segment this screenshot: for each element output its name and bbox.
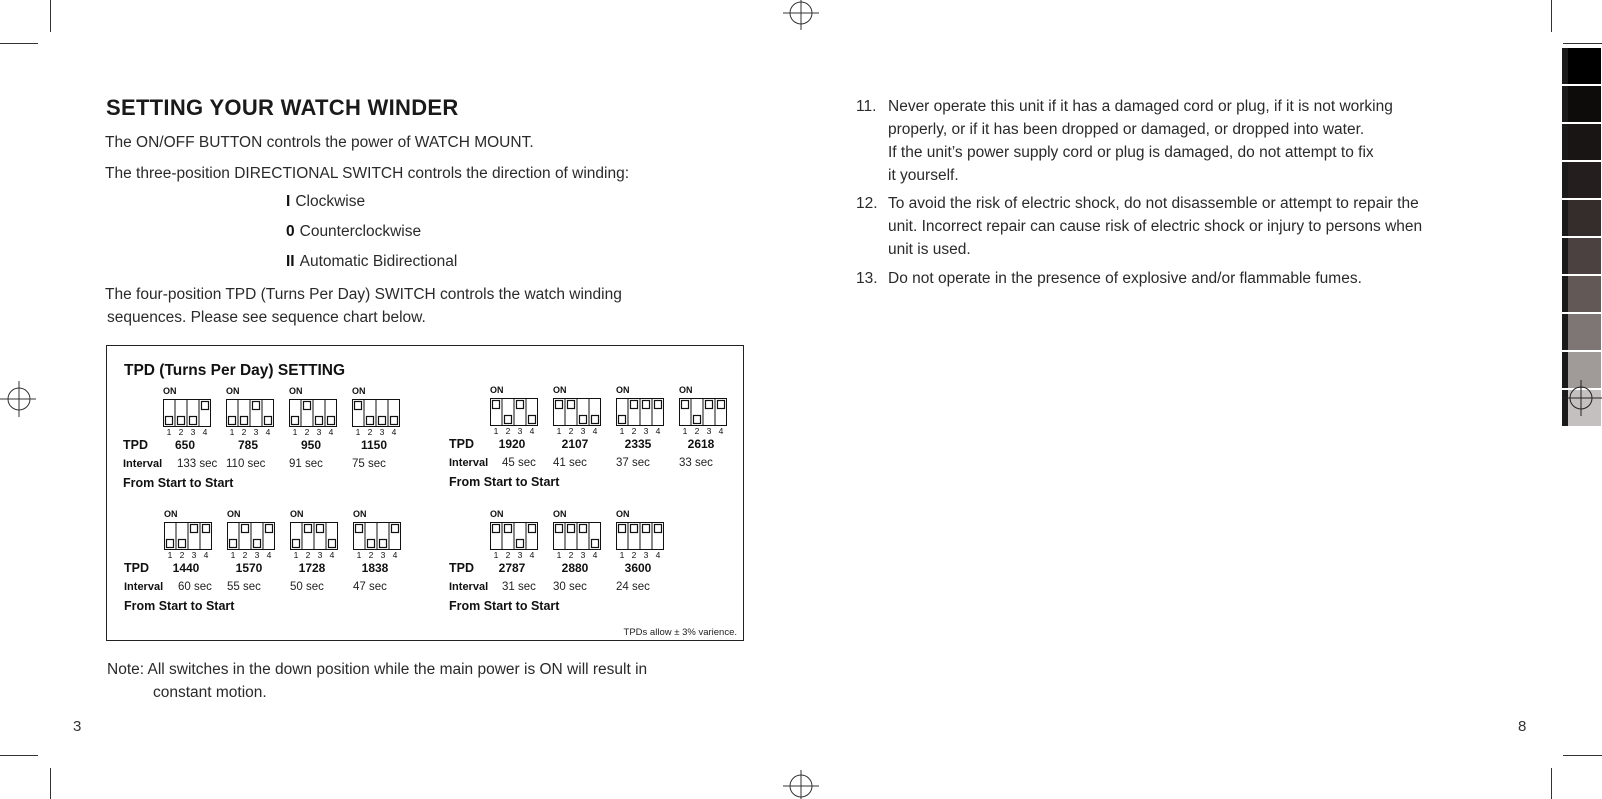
switch-knob bbox=[655, 525, 662, 533]
list-item bbox=[856, 267, 1496, 290]
switch-digit: 3 bbox=[253, 427, 259, 437]
interval-value: 45 sec bbox=[502, 457, 536, 469]
dip-switch-icon bbox=[490, 522, 538, 550]
color-swatch bbox=[1562, 48, 1601, 84]
switch-knob bbox=[391, 417, 398, 425]
paragraph: The three-position DIRECTIONAL SWITCH controls the direction of winding: bbox=[105, 165, 630, 182]
tpd-value: 1838 bbox=[361, 561, 389, 575]
switch-digit: 1 bbox=[166, 427, 172, 437]
switch-digits bbox=[553, 426, 601, 436]
switch-digit: 1 bbox=[556, 426, 562, 436]
color-swatch bbox=[1562, 200, 1601, 236]
switch-knob bbox=[568, 525, 575, 533]
note: constant motion. bbox=[153, 684, 267, 701]
switch-knob bbox=[706, 401, 713, 409]
switch-digit: 4 bbox=[265, 427, 271, 437]
switch-knob bbox=[505, 416, 512, 424]
switch-knob bbox=[265, 417, 272, 425]
interval-value: 55 sec bbox=[227, 581, 261, 593]
switch-digits bbox=[227, 550, 275, 560]
switch-digit: 2 bbox=[179, 550, 185, 560]
switch-knob bbox=[580, 525, 587, 533]
on-label: ON bbox=[163, 386, 177, 396]
paragraph: The four-position TPD (Turns Per Day) SWITCH controls the watch winding bbox=[105, 286, 622, 303]
switch-digits bbox=[352, 427, 400, 437]
switch-knob bbox=[329, 540, 336, 548]
on-label: ON bbox=[353, 509, 367, 519]
switch-digit: 3 bbox=[316, 427, 322, 437]
switch-digit: 3 bbox=[643, 550, 649, 560]
switch-digits bbox=[290, 550, 338, 560]
switch-digit: 1 bbox=[619, 550, 625, 560]
switch-knob bbox=[619, 416, 626, 424]
tpd-label: TPD bbox=[123, 438, 148, 452]
switch-digit: 2 bbox=[694, 426, 700, 436]
tpd-value: 3600 bbox=[624, 561, 652, 575]
switch-knob bbox=[517, 401, 524, 409]
dip-switch-icon bbox=[227, 522, 275, 550]
color-swatch bbox=[1562, 238, 1601, 274]
switch-digit: 4 bbox=[718, 426, 724, 436]
dip-switch-icon bbox=[164, 522, 212, 550]
switch-knob bbox=[367, 417, 374, 425]
switch-knob bbox=[166, 417, 173, 425]
dip-switch-icon bbox=[352, 399, 400, 427]
color-swatch bbox=[1562, 86, 1601, 122]
switch-knob bbox=[392, 525, 399, 533]
switch-digit: 4 bbox=[203, 550, 209, 560]
switch-digit: 4 bbox=[202, 427, 208, 437]
switch-knob bbox=[580, 416, 587, 424]
switch-digit: 1 bbox=[493, 550, 499, 560]
page-number: 3 bbox=[73, 718, 82, 735]
switch-digit: 4 bbox=[391, 427, 397, 437]
direction-option bbox=[286, 253, 457, 271]
switch-digit: 3 bbox=[643, 426, 649, 436]
switch-knob bbox=[380, 540, 387, 548]
switch-digits bbox=[553, 550, 601, 560]
switch-digit: 2 bbox=[304, 427, 310, 437]
interval-value: 30 sec bbox=[553, 581, 587, 593]
switch-knob bbox=[529, 525, 536, 533]
dip-switch-icon bbox=[289, 399, 337, 427]
switch-digit: 4 bbox=[392, 550, 398, 560]
switch-knob bbox=[529, 416, 536, 424]
switch-digit: 3 bbox=[706, 426, 712, 436]
switch-knob bbox=[230, 540, 237, 548]
switch-knob bbox=[631, 401, 638, 409]
switch-digit: 3 bbox=[190, 427, 196, 437]
switch-digits bbox=[226, 427, 274, 437]
interval-value: 47 sec bbox=[353, 581, 387, 593]
interval-value: 91 sec bbox=[289, 458, 323, 470]
on-label: ON bbox=[289, 386, 303, 396]
switch-knob bbox=[190, 417, 197, 425]
interval-value: 75 sec bbox=[352, 458, 386, 470]
crop-mark bbox=[1551, 0, 1552, 32]
list-text: properly, or if it has been dropped or damaged, or dropped into water. bbox=[888, 121, 1365, 138]
direction-option bbox=[286, 223, 421, 241]
switch-knob bbox=[179, 540, 186, 548]
switch-knob bbox=[694, 416, 701, 424]
tpd-value: 950 bbox=[300, 438, 322, 452]
switch-knob bbox=[316, 417, 323, 425]
switch-digit: 3 bbox=[317, 550, 323, 560]
tpd-value: 1570 bbox=[235, 561, 263, 575]
tpd-settings-table bbox=[106, 345, 744, 641]
tpd-value: 1920 bbox=[498, 437, 526, 451]
on-label: ON bbox=[616, 509, 630, 519]
list-number: 12. bbox=[856, 195, 878, 212]
from-start-label: From Start to Start bbox=[449, 475, 560, 489]
switch-digit: 4 bbox=[655, 550, 661, 560]
on-label: ON bbox=[553, 385, 567, 395]
switch-digit: 3 bbox=[191, 550, 197, 560]
switch-digit: 3 bbox=[517, 550, 523, 560]
color-swatch bbox=[1562, 276, 1601, 312]
table-title: TPD (Turns Per Day) SETTING bbox=[124, 362, 346, 379]
switch-digit: 1 bbox=[355, 427, 361, 437]
tpd-value: 2335 bbox=[624, 437, 652, 451]
switch-digits bbox=[490, 550, 538, 560]
from-start-label: From Start to Start bbox=[124, 599, 235, 613]
switch-digit: 1 bbox=[356, 550, 362, 560]
switch-digits bbox=[490, 426, 538, 436]
option-label: Clockwise bbox=[295, 193, 366, 210]
tpd-label: TPD bbox=[449, 437, 474, 451]
color-swatch bbox=[1562, 124, 1601, 160]
switch-digit: 4 bbox=[328, 427, 334, 437]
list-number: 13. bbox=[856, 270, 878, 287]
switch-digit: 1 bbox=[619, 426, 625, 436]
tpd-label: TPD bbox=[124, 561, 149, 575]
switch-knob bbox=[368, 540, 375, 548]
switch-digit: 2 bbox=[505, 550, 511, 560]
list-text: To avoid the risk of electric shock, do not disassemble or attempt to repair the bbox=[888, 195, 1419, 212]
switch-digit: 3 bbox=[580, 550, 586, 560]
tpd-value: 1728 bbox=[298, 561, 326, 575]
switch-knob bbox=[202, 402, 209, 410]
switch-digit: 2 bbox=[178, 427, 184, 437]
tpd-value: 1440 bbox=[172, 561, 200, 575]
switch-knob bbox=[203, 525, 210, 533]
list-text: Never operate this unit if it has a damaged cord or plug, if it is not working bbox=[888, 98, 1393, 115]
registration-mark-icon bbox=[0, 379, 36, 419]
switch-knob bbox=[317, 525, 324, 533]
switch-knob bbox=[355, 402, 362, 410]
switch-knob bbox=[643, 401, 650, 409]
paragraph: The ON/OFF BUTTON controls the power of WATCH MOUNT. bbox=[105, 134, 534, 151]
on-label: ON bbox=[227, 509, 241, 519]
tpd-value: 2880 bbox=[561, 561, 589, 575]
switch-knob bbox=[304, 402, 311, 410]
interval-value: 41 sec bbox=[553, 457, 587, 469]
dip-switch-icon bbox=[226, 399, 274, 427]
switch-digit: 2 bbox=[241, 427, 247, 437]
dip-switch-icon bbox=[290, 522, 338, 550]
switch-digits bbox=[616, 550, 664, 560]
list-text: it yourself. bbox=[888, 167, 959, 184]
switch-digit: 2 bbox=[368, 550, 374, 560]
switch-knob bbox=[191, 525, 198, 533]
switch-knob bbox=[266, 525, 273, 533]
option-label: Counterclockwise bbox=[299, 223, 422, 240]
switch-digit: 2 bbox=[305, 550, 311, 560]
crop-mark bbox=[1563, 755, 1602, 756]
tpd-value: 2787 bbox=[498, 561, 526, 575]
tpd-value: 650 bbox=[174, 438, 196, 452]
list-text: unit is used. bbox=[888, 241, 971, 258]
switch-knob bbox=[619, 525, 626, 533]
switch-knob bbox=[592, 416, 599, 424]
from-start-label: From Start to Start bbox=[449, 599, 560, 613]
tpd-label: TPD bbox=[449, 561, 474, 575]
switch-knob bbox=[167, 540, 174, 548]
switch-knob bbox=[242, 525, 249, 533]
switch-knob bbox=[379, 417, 386, 425]
page-title: SETTING YOUR WATCH WINDER bbox=[106, 95, 459, 120]
dip-switch-icon bbox=[490, 398, 538, 426]
tpd-value: 2618 bbox=[687, 437, 715, 451]
switch-knob bbox=[356, 525, 363, 533]
switch-knob bbox=[592, 540, 599, 548]
on-label: ON bbox=[616, 385, 630, 395]
crop-mark bbox=[0, 43, 38, 44]
direction-option bbox=[286, 193, 365, 211]
dip-switch-icon bbox=[553, 398, 601, 426]
interval-value: 50 sec bbox=[290, 581, 324, 593]
switch-digit: 2 bbox=[631, 426, 637, 436]
interval-value: 60 sec bbox=[178, 581, 212, 593]
switch-digit: 1 bbox=[292, 427, 298, 437]
crop-mark bbox=[50, 768, 51, 799]
list-text: unit. Incorrect repair can cause risk of electric shock or injury to persons when bbox=[888, 218, 1423, 235]
color-swatch bbox=[1562, 314, 1601, 350]
table-footnote: TPDs allow ± 3% varience. bbox=[623, 627, 737, 638]
switch-digit: 2 bbox=[631, 550, 637, 560]
crop-mark bbox=[0, 755, 38, 756]
switch-knob bbox=[254, 540, 261, 548]
switch-digit: 1 bbox=[230, 550, 236, 560]
switch-digit: 3 bbox=[380, 550, 386, 560]
switch-knob bbox=[328, 417, 335, 425]
switch-digit: 2 bbox=[568, 426, 574, 436]
switch-digit: 1 bbox=[229, 427, 235, 437]
switch-digit: 3 bbox=[580, 426, 586, 436]
switch-knob bbox=[229, 417, 236, 425]
dip-switch-icon bbox=[553, 522, 601, 550]
interval-value: 37 sec bbox=[616, 457, 650, 469]
switch-knob bbox=[631, 525, 638, 533]
switch-digit: 4 bbox=[529, 426, 535, 436]
on-label: ON bbox=[679, 385, 693, 395]
interval-label: Interval bbox=[449, 581, 489, 593]
from-start-label: From Start to Start bbox=[123, 476, 234, 490]
paragraph: sequences. Please see sequence chart below. bbox=[107, 309, 426, 326]
switch-digits bbox=[289, 427, 337, 437]
switch-digit: 1 bbox=[556, 550, 562, 560]
tpd-value: 785 bbox=[237, 438, 259, 452]
tpd-value: 1150 bbox=[360, 438, 388, 452]
list-number: 11. bbox=[856, 98, 877, 115]
note: Note: All switches in the down position while the main power is ON will result in bbox=[107, 661, 648, 678]
on-label: ON bbox=[290, 509, 304, 519]
switch-knob bbox=[568, 401, 575, 409]
interval-value: 31 sec bbox=[502, 581, 536, 593]
switch-digit: 3 bbox=[254, 550, 260, 560]
option-label: Automatic Bidirectional bbox=[299, 253, 458, 270]
switch-digit: 2 bbox=[505, 426, 511, 436]
switch-digit: 1 bbox=[167, 550, 173, 560]
crop-mark bbox=[1563, 43, 1602, 44]
option-symbol: I bbox=[286, 193, 291, 210]
dip-switch-icon bbox=[679, 398, 727, 426]
switch-knob bbox=[655, 401, 662, 409]
switch-digits bbox=[164, 550, 212, 560]
on-label: ON bbox=[490, 385, 504, 395]
on-label: ON bbox=[553, 509, 567, 519]
interval-value: 110 sec bbox=[226, 458, 266, 470]
interval-label: Interval bbox=[124, 581, 164, 593]
switch-knob bbox=[517, 540, 524, 548]
color-swatch bbox=[1562, 162, 1601, 198]
crop-mark bbox=[1551, 768, 1552, 799]
switch-digit: 4 bbox=[592, 550, 598, 560]
option-symbol: 0 bbox=[286, 223, 295, 240]
interval-value: 24 sec bbox=[616, 581, 650, 593]
switch-digits bbox=[679, 426, 727, 436]
switch-knob bbox=[556, 401, 563, 409]
switch-knob bbox=[292, 417, 299, 425]
registration-mark-icon bbox=[781, 0, 821, 30]
page-number: 8 bbox=[1518, 718, 1527, 735]
switch-digit: 2 bbox=[242, 550, 248, 560]
switch-digits bbox=[163, 427, 211, 437]
switch-digits bbox=[353, 550, 401, 560]
switch-knob bbox=[493, 401, 500, 409]
option-symbol: II bbox=[286, 253, 295, 270]
switch-knob bbox=[253, 402, 260, 410]
registration-mark-icon bbox=[781, 770, 821, 799]
switch-knob bbox=[493, 525, 500, 533]
list-item bbox=[856, 95, 1496, 187]
on-label: ON bbox=[164, 509, 178, 519]
switch-knob bbox=[682, 401, 689, 409]
switch-digit: 4 bbox=[592, 426, 598, 436]
switch-knob bbox=[643, 525, 650, 533]
interval-label: Interval bbox=[123, 458, 163, 470]
on-label: ON bbox=[490, 509, 504, 519]
switch-digit: 1 bbox=[493, 426, 499, 436]
switch-digits bbox=[616, 426, 664, 436]
dip-switch-icon bbox=[163, 399, 211, 427]
registration-mark-icon bbox=[1562, 378, 1602, 418]
switch-knob bbox=[505, 525, 512, 533]
dip-switch-icon bbox=[353, 522, 401, 550]
switch-digit: 1 bbox=[293, 550, 299, 560]
switch-digit: 1 bbox=[682, 426, 688, 436]
switch-knob bbox=[178, 417, 185, 425]
switch-digit: 4 bbox=[655, 426, 661, 436]
switch-digit: 4 bbox=[329, 550, 335, 560]
dip-switch-icon bbox=[616, 522, 664, 550]
list-item bbox=[856, 192, 1496, 261]
switch-knob bbox=[718, 401, 725, 409]
switch-digit: 3 bbox=[379, 427, 385, 437]
dip-switch-icon bbox=[616, 398, 664, 426]
interval-label: Interval bbox=[449, 457, 489, 469]
switch-knob bbox=[293, 540, 300, 548]
on-label: ON bbox=[226, 386, 240, 396]
switch-knob bbox=[556, 525, 563, 533]
interval-value: 33 sec bbox=[679, 457, 713, 469]
interval-value: 133 sec bbox=[177, 458, 218, 470]
on-label: ON bbox=[352, 386, 366, 396]
switch-digit: 3 bbox=[517, 426, 523, 436]
switch-knob bbox=[241, 417, 248, 425]
switch-digit: 2 bbox=[367, 427, 373, 437]
crop-mark bbox=[50, 0, 51, 32]
list-text: Do not operate in the presence of explosive and/or flammable fumes. bbox=[888, 270, 1362, 287]
list-text: If the unit’s power supply cord or plug is damaged, do not attempt to fix bbox=[888, 144, 1374, 161]
tpd-value: 2107 bbox=[561, 437, 589, 451]
switch-digit: 4 bbox=[529, 550, 535, 560]
switch-knob bbox=[305, 525, 312, 533]
switch-digit: 2 bbox=[568, 550, 574, 560]
switch-digit: 4 bbox=[266, 550, 272, 560]
